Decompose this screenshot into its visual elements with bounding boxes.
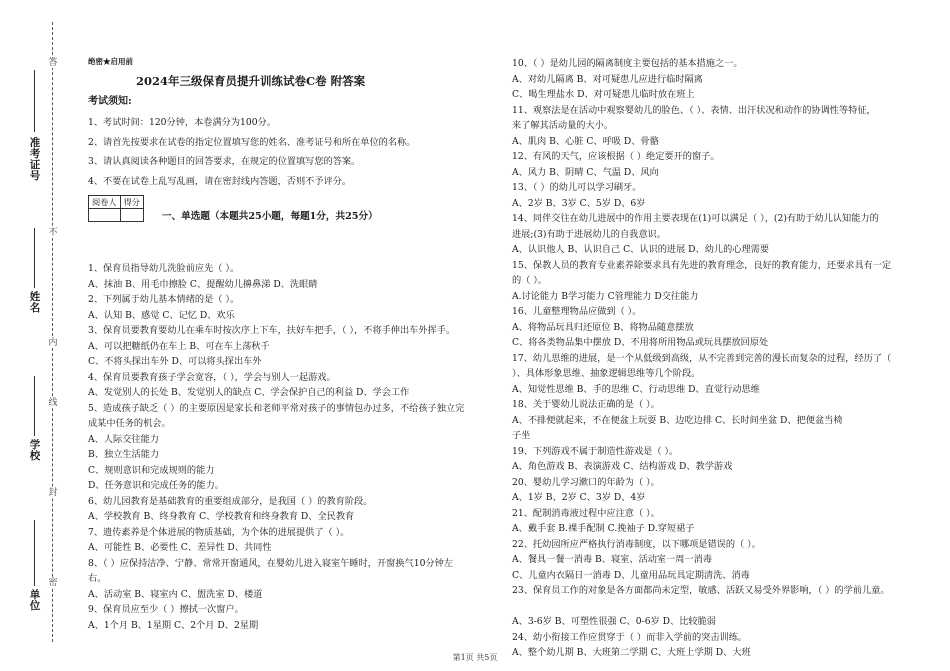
question-line: 13、（ ）的幼儿可以学习刷牙。 (512, 182, 642, 193)
question-line: 24、幼小衔接工作应贯穿于（ ）而非入学前的突击训练。 (512, 631, 748, 643)
seal-dashed-line (52, 22, 53, 642)
question-line: A、风力 B、阴晴 C、气温 D、风向 (512, 166, 659, 178)
question-line: A、知觉性思维 B、手的思维 C、行动思维 D、直觉行动思维 (512, 383, 760, 395)
question-line: A、活动室 B、寝室内 C、盥洗室 D、楼道 (88, 588, 263, 600)
question-line: A、人际交往能力 (88, 433, 159, 445)
seal-word: 封 (48, 488, 58, 498)
question-line: 3、保育员要教育要幼儿在乘车时按次序上下车，扶好车把手，（ ），不将手伸出车外挥手。 (88, 325, 456, 336)
question-line: 12、有风的天气，应该根据（ ）绝定要开的窗子。 (512, 151, 720, 162)
score-table (88, 195, 144, 222)
notice-item: 1、考试时间：120分钟，本卷满分为100分。 (88, 117, 276, 128)
question-line: 22、托幼园所应严格执行消毒制度，以下哪项是错误的（ ）。 (512, 538, 761, 550)
notice-heading: 考试须知: (88, 96, 132, 107)
question-line: 右。 (88, 573, 107, 584)
seal-word: 密 (48, 578, 58, 588)
notice-item: 3、请认真阅读各种题目的回答要求，在规定的位置填写您的答案。 (88, 156, 361, 167)
question-line: 18、关于婴幼儿说法正确的是（ ）。 (512, 399, 660, 410)
question-line: 11、观察法是在活动中观察婴幼儿的脸色、（ ）、表情、出汗状况和动作的协调性等特征， (512, 104, 876, 116)
question-line: ）、具体形象思维、抽象逻辑思维等几个阶段。 (512, 368, 701, 379)
page-footer: 第1页 共5页 (452, 653, 498, 662)
question-line: 14、同伴交往在幼儿进展中的作用主要表现在(1)可以满足（ ），(2)有助于幼儿认知能力的 (512, 213, 879, 224)
question-line: A、肌肉 B、心脏 C、呼吸 D、骨骼 (512, 135, 659, 147)
score-cell[interactable] (120, 209, 143, 222)
question-line: 20、婴幼儿学习漱口的年龄为（ ）。 (512, 476, 660, 488)
seal-word: 内 (48, 338, 58, 348)
seal-word: 答 (48, 58, 58, 68)
school-field[interactable] (34, 376, 35, 436)
question-line: 2、下列属于幼儿基本情绪的是（ ）。 (88, 294, 240, 305)
question-line: A.讨论能力 B学习能力 C管理能力 D交往能力 (512, 290, 699, 302)
question-line: C、将各类物品集中摆放 D、不用将所用物品或玩具摆放回原处 (512, 337, 769, 348)
score-table-header: 阅卷人 (89, 196, 121, 209)
question-line: 7、遗传素养是个体进展的物质基础，为个体的进展提供了（ ）。 (88, 526, 350, 538)
seal-word: 不 (48, 228, 58, 238)
notice-item: 4、不要在试卷上乱写乱画，请在密封线内答题，否则不予评分。 (88, 176, 352, 187)
question-line: C、儿童内衣隔日一消毒 D、儿童用品玩具定期清洗、消毒 (512, 569, 750, 581)
question-line: A、对幼儿隔离 B、对可疑患儿应进行临时隔离 (512, 73, 703, 85)
question-line: C、不将头探出车外 D、可以将头探出车外 (88, 356, 262, 367)
question-line: B、独立生活能力 (88, 449, 160, 460)
question-line: 来了解其活动量的大小。 (512, 120, 614, 131)
question-line: A、戴手套 B.裸手配制 C.挽袖子 D.穿短裙子 (512, 523, 695, 534)
question-line: C、规则意识和完成规则的能力 (88, 464, 215, 476)
unit-field[interactable] (34, 520, 35, 586)
question-line: 的（ ）。 (512, 275, 548, 286)
seal-margin (0, 0, 62, 671)
page-title: 2024年三级保育员提升训练试卷C卷 附答案 (136, 74, 366, 88)
question-line: 子坐 (512, 430, 531, 441)
question-line: A、抹油 B、用毛巾擦脸 C、提醒幼儿擤鼻涕 D、洗眼睛 (88, 278, 318, 290)
school-label: 学校 (29, 439, 41, 462)
question-line: 16、儿童整理物品应做到（ ）。 (512, 306, 642, 317)
question-line: 进展;(3)有助于进展幼儿的自我意识。 (512, 228, 666, 240)
question-line: 成某中任务的机会。 (88, 418, 171, 429)
section-title: 一、单选题（本题共25小题，每题1分，共25分） (162, 211, 378, 222)
question-line: 10、（ ）是幼儿园的隔离制度主要包括的基本措施之一。 (512, 58, 743, 69)
name-field[interactable] (34, 228, 35, 288)
candidate-number-field[interactable] (34, 70, 35, 132)
question-line: A、餐具一餐一消毒 B、寝室、活动室一周一消毒 (512, 554, 713, 565)
question-line: 15、保教人员的教育专业素养除要求具有先进的教育理念，良好的教育能力，还要求具有一定 (512, 259, 892, 271)
question-line: 17、幼儿思维的进展，是一个从低级到高级，从不完善到完善的漫长而复杂的过程，经历了（ (512, 352, 892, 364)
score-table-header: 得分 (120, 196, 143, 209)
question-line: A、1个月 B、1星期 C、2个月 D、2星期 (88, 619, 259, 631)
question-line: A、不排便就起来，不在便盆上玩耍 B、边吃边排 C、长时间坐盆 D、把便盆当椅 (512, 414, 843, 426)
question-line: 5、造成孩子缺乏（ ）的主要原因是家长和老师平常对孩子的事情包办过多，不给孩子独立完 (88, 402, 465, 414)
grader-cell[interactable] (89, 209, 121, 222)
question-line: A、认知 B、感觉 C、记忆 D、欢乐 (88, 309, 235, 321)
question-line: A、认识他人 B、认识自己 C、认识的进展 D、幼儿的心理需要 (512, 244, 770, 255)
question-line: 1、保育员指导幼儿洗脸前应先（ ）。 (88, 263, 240, 274)
question-line: A、1岁 B、2岁 C、3岁 D、4岁 (512, 492, 646, 503)
question-line: A、3-6岁 B、可塑性很强 C、0-6岁 D、比较脆弱 (512, 616, 716, 627)
question-line: D、任务意识和完成任务的能力。 (88, 480, 224, 491)
question-line: 6、幼儿园教育是基础教育的重要组成部分，是我国（ ）的教育阶段。 (88, 495, 373, 507)
question-line: 19、下列游戏不属于制造性游戏是（ ）。 (512, 445, 679, 457)
unit-label: 单位 (29, 589, 41, 612)
seal-word: 线 (48, 398, 58, 408)
question-line: A、将物品玩具归还原位 B、将物品随意摆放 (512, 321, 694, 333)
question-line: C、喝生理盐水 D、对可疑患儿临时放在班上 (512, 89, 695, 100)
question-line: 8、（ ）应保持洁净、宁静、常常开窗通风，在婴幼儿进入寝室午睡时，开窗换气10分钟左 (88, 557, 453, 569)
question-line: A、整个幼儿期 B、大班第二学期 C、大班上学期 D、大班 (512, 647, 751, 658)
secret-mark: 绝密★启用前 (88, 57, 133, 66)
question-line: A、发觉别人的长处 B、发觉别人的缺点 C、学会保护自己的利益 D、学会工作 (88, 387, 410, 398)
candidate-number-label: 准考证号 (29, 137, 41, 182)
question-line: A、可能性 B、必要性 C、差异性 D、共同性 (88, 542, 272, 553)
question-line: A、2岁 B、3岁 C、5岁 D、6岁 (512, 197, 646, 209)
question-line: 21、配制消毒液过程中应注意（ ）。 (512, 507, 660, 519)
question-line: 23、保育员工作的对象是各方面都尚未定型，敏感、活跃又易受外界影响，（ ）的学前儿童。 (512, 585, 890, 596)
question-line: A、角色游戏 B、表演游戏 C、结构游戏 D、教学游戏 (512, 461, 733, 472)
question-line: 4、保育员要教育孩子学会宽容，（ ），学会与别人一起游戏。 (88, 371, 336, 383)
question-line: A、可以把糖纸仍在车上 B、可在车上荡秋千 (88, 340, 270, 352)
question-line: 9、保育员应至少（ ）擦拭一次窗户。 (88, 604, 244, 615)
question-line: A、学校教育 B、终身教育 C、学校教育和终身教育 D、全民教育 (88, 511, 355, 522)
notice-item: 2、请首先按要求在试卷的指定位置填写您的姓名、准考证号和所在单位的名称。 (88, 137, 416, 148)
name-label: 姓名 (29, 291, 41, 314)
